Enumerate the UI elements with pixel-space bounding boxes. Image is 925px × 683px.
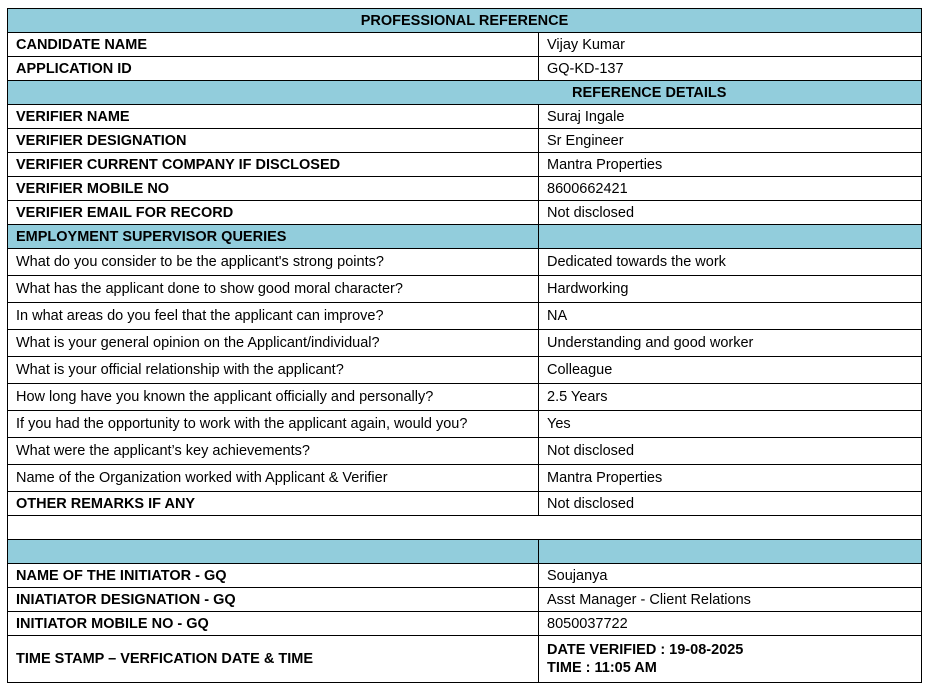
verifier-email-row	[8, 201, 922, 225]
initiator-designation-label: INIATIATOR DESIGNATION - GQ	[8, 588, 539, 612]
reference-details-header-row	[8, 81, 922, 105]
initiator-mobile-row	[8, 612, 922, 636]
date-verified-line: DATE VERIFIED : 19-08-2025	[547, 642, 744, 658]
query-question: If you had the opportunity to work with the applicant again, would you?	[8, 411, 539, 438]
initiator-designation-value: Asst Manager - Client Relations	[539, 588, 922, 612]
verifier-email-label: VERIFIER EMAIL FOR RECORD	[8, 201, 539, 225]
query-row	[8, 384, 922, 411]
query-answer: Dedicated towards the work	[539, 249, 922, 276]
initiator-header-row	[8, 540, 922, 564]
verifier-company-row	[8, 153, 922, 177]
query-question: What is your official relationship with the applicant?	[8, 357, 539, 384]
initiator-mobile-label: INITIATOR MOBILE NO - GQ	[8, 612, 539, 636]
blank-spacer-row	[8, 516, 922, 540]
application-id-value: GQ-KD-137	[539, 57, 922, 81]
other-remarks-label: OTHER REMARKS IF ANY	[8, 492, 539, 516]
verifier-company-value: Mantra Properties	[539, 153, 922, 177]
query-row	[8, 330, 922, 357]
verifier-name-value: Suraj Ingale	[539, 105, 922, 129]
queries-heading: EMPLOYMENT SUPERVISOR QUERIES	[8, 225, 539, 249]
query-row	[8, 249, 922, 276]
professional-reference-table	[7, 8, 922, 683]
queries-header-row	[8, 225, 922, 249]
page-title: PROFESSIONAL REFERENCE	[8, 9, 922, 33]
query-answer: Yes	[539, 411, 922, 438]
initiator-name-row	[8, 564, 922, 588]
query-row	[8, 357, 922, 384]
application-id-row	[8, 57, 922, 81]
verifier-email-value: Not disclosed	[539, 201, 922, 225]
query-row	[8, 303, 922, 330]
initiator-designation-row	[8, 588, 922, 612]
initiator-name-value: Soujanya	[539, 564, 922, 588]
timestamp-row	[8, 636, 922, 683]
query-answer: Hardworking	[539, 276, 922, 303]
initiator-header-empty-cell	[8, 540, 539, 564]
verifier-designation-row	[8, 129, 922, 153]
initiator-mobile-value: 8050037722	[539, 612, 922, 636]
query-question: What were the applicant’s key achievements?	[8, 438, 539, 465]
initiator-name-label: NAME OF THE INITIATOR - GQ	[8, 564, 539, 588]
time-verified-line: TIME : 11:05 AM	[547, 660, 657, 676]
query-row	[8, 438, 922, 465]
query-row	[8, 276, 922, 303]
query-answer: Not disclosed	[539, 438, 922, 465]
verifier-mobile-row	[8, 177, 922, 201]
other-remarks-value: Not disclosed	[539, 492, 922, 516]
verifier-designation-value: Sr Engineer	[539, 129, 922, 153]
query-question: How long have you known the applicant officially and personally?	[8, 384, 539, 411]
timestamp-value	[539, 636, 922, 683]
other-remarks-row	[8, 492, 922, 516]
verifier-company-label: VERIFIER CURRENT COMPANY IF DISCLOSED	[8, 153, 539, 177]
query-answer: NA	[539, 303, 922, 330]
query-question: What do you consider to be the applicant's strong points?	[8, 249, 539, 276]
query-question: Name of the Organization worked with Applicant & Verifier	[8, 465, 539, 492]
verifier-mobile-value: 8600662421	[539, 177, 922, 201]
query-row	[8, 465, 922, 492]
verifier-mobile-label: VERIFIER MOBILE NO	[8, 177, 539, 201]
candidate-name-value: Vijay Kumar	[539, 33, 922, 57]
verifier-name-label: VERIFIER NAME	[8, 105, 539, 129]
query-answer: Colleague	[539, 357, 922, 384]
timestamp-label: TIME STAMP – VERFICATION DATE & TIME	[8, 636, 539, 683]
query-answer: Understanding and good worker	[539, 330, 922, 357]
blank-spacer-cell	[8, 516, 922, 540]
application-id-label: APPLICATION ID	[8, 57, 539, 81]
query-row	[8, 411, 922, 438]
candidate-name-label: CANDIDATE NAME	[8, 33, 539, 57]
query-question: What is your general opinion on the Applicant/individual?	[8, 330, 539, 357]
reference-details-heading: REFERENCE DETAILS	[8, 81, 922, 105]
query-answer: Mantra Properties	[539, 465, 922, 492]
verifier-designation-label: VERIFIER DESIGNATION	[8, 129, 539, 153]
queries-header-empty-cell	[539, 225, 922, 249]
initiator-header-empty-cell	[539, 540, 922, 564]
query-question: In what areas do you feel that the applicant can improve?	[8, 303, 539, 330]
candidate-name-row	[8, 33, 922, 57]
query-answer: 2.5 Years	[539, 384, 922, 411]
title-row	[8, 9, 922, 33]
verifier-name-row	[8, 105, 922, 129]
query-question: What has the applicant done to show good moral character?	[8, 276, 539, 303]
